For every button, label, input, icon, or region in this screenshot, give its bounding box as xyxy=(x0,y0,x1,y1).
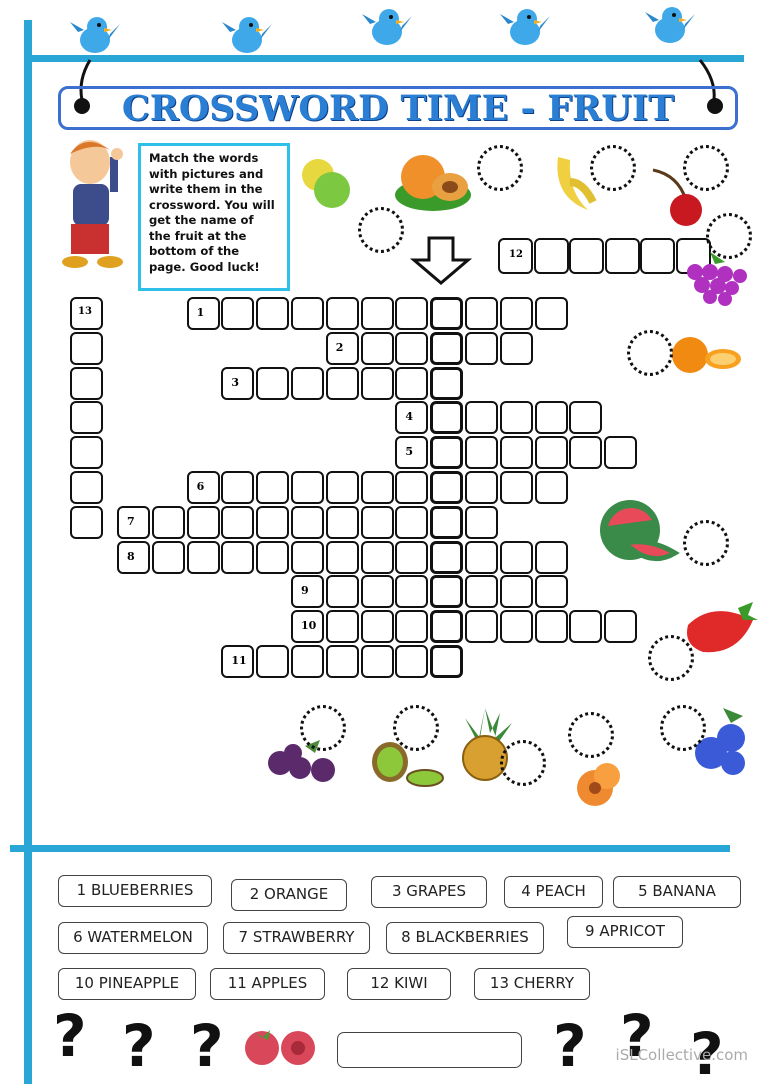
clue-number: 13 xyxy=(78,306,92,317)
crossword-cell[interactable] xyxy=(291,471,324,504)
question-mark: ? xyxy=(190,1012,224,1080)
crossword-cell[interactable] xyxy=(535,541,568,574)
crossword-cell[interactable] xyxy=(430,297,463,330)
crossword-cell[interactable] xyxy=(326,297,359,330)
crossword-cell[interactable] xyxy=(291,645,324,678)
crossword-cell[interactable] xyxy=(430,367,463,400)
crossword-cell[interactable] xyxy=(117,506,150,539)
crossword-cell[interactable] xyxy=(326,541,359,574)
crossword-cell[interactable] xyxy=(465,506,498,539)
crossword-cell[interactable] xyxy=(70,297,103,330)
crossword-cell[interactable] xyxy=(256,367,289,400)
word-bank-item: 1 BLUEBERRIES xyxy=(58,875,212,907)
clue-number: 4 xyxy=(405,410,414,424)
crossword-cell[interactable] xyxy=(221,367,254,400)
crossword-cell[interactable] xyxy=(465,436,498,469)
clue-number: 2 xyxy=(335,340,344,354)
crossword-cell[interactable] xyxy=(291,575,324,608)
crossword-cell[interactable] xyxy=(221,506,254,539)
crossword-cell[interactable] xyxy=(152,506,185,539)
watermark: iSLCollective.com xyxy=(615,1046,748,1064)
crossword-cell[interactable] xyxy=(326,506,359,539)
bird-image xyxy=(222,12,272,60)
crossword-cell[interactable] xyxy=(535,297,568,330)
crossword-cell[interactable] xyxy=(535,401,568,434)
clue-number: 12 xyxy=(509,249,523,260)
crossword-cell[interactable] xyxy=(500,332,533,365)
crossword-cell[interactable] xyxy=(70,367,103,400)
crossword-cell[interactable] xyxy=(395,297,428,330)
crossword-cell[interactable] xyxy=(569,436,602,469)
strawberry-image xyxy=(683,600,763,684)
crossword-cell[interactable] xyxy=(361,506,394,539)
crossword-cell[interactable] xyxy=(256,471,289,504)
crossword-cell[interactable] xyxy=(604,610,637,643)
crossword-cell[interactable] xyxy=(534,238,569,274)
bottom-divider-bar xyxy=(10,845,730,852)
picture-number-circle[interactable] xyxy=(477,145,523,191)
crossword-cell[interactable] xyxy=(70,332,103,365)
title-dot-left xyxy=(74,98,90,114)
picture-number-circle[interactable] xyxy=(627,330,673,376)
left-border-bar xyxy=(24,20,32,1084)
picture-number-circle[interactable] xyxy=(393,705,439,751)
crossword-cell[interactable] xyxy=(430,436,463,469)
picture-number-circle[interactable] xyxy=(706,213,752,259)
bird-image xyxy=(500,4,550,52)
crossword-cell[interactable] xyxy=(500,575,533,608)
title-dot-right xyxy=(707,98,723,114)
crossword-cell[interactable] xyxy=(465,401,498,434)
instructions-box xyxy=(138,143,290,291)
crossword-cell[interactable] xyxy=(500,610,533,643)
crossword-cell[interactable] xyxy=(221,297,254,330)
crossword-cell[interactable] xyxy=(361,332,394,365)
crossword-cell[interactable] xyxy=(535,436,568,469)
crossword-cell[interactable] xyxy=(326,332,359,365)
word-bank-item: 6 WATERMELON xyxy=(58,922,208,954)
grapes-image xyxy=(680,252,760,336)
clue-number: 9 xyxy=(301,584,309,598)
crossword-cell[interactable] xyxy=(465,471,498,504)
crossword-cell[interactable] xyxy=(187,506,220,539)
bird-image xyxy=(70,12,120,60)
picture-number-circle[interactable] xyxy=(568,712,614,758)
word-bank-item: 8 BLACKBERRIES xyxy=(386,922,544,954)
crossword-cell[interactable] xyxy=(326,471,359,504)
question-mark: ? xyxy=(122,1012,156,1080)
down-arrow-icon xyxy=(410,236,472,286)
clue-number: 1 xyxy=(196,306,205,319)
crossword-cell[interactable] xyxy=(361,541,394,574)
raspberry-image xyxy=(240,1024,320,1072)
crossword-cell[interactable] xyxy=(535,610,568,643)
crossword-cell[interactable] xyxy=(430,471,463,504)
crossword-cell[interactable] xyxy=(430,610,463,643)
crossword-cell[interactable] xyxy=(70,471,103,504)
crossword-cell[interactable] xyxy=(395,541,428,574)
crossword-cell[interactable] xyxy=(361,471,394,504)
crossword-cell[interactable] xyxy=(430,541,463,574)
word-bank-item: 3 GRAPES xyxy=(371,876,487,908)
crossword-cell[interactable] xyxy=(187,297,220,330)
word-bank-item: 2 ORANGE xyxy=(231,879,347,911)
crossword-cell[interactable] xyxy=(221,645,254,678)
peach-image xyxy=(395,145,475,229)
blackberries-image xyxy=(265,738,345,822)
crossword-cell[interactable] xyxy=(465,575,498,608)
question-mark: ? xyxy=(553,1012,587,1080)
crossword-cell[interactable] xyxy=(535,471,568,504)
word-bank-item: 5 BANANA xyxy=(613,876,741,908)
clue-number: 3 xyxy=(231,375,240,389)
word-bank-item: 12 KIWI xyxy=(347,968,451,1000)
instructions-text: Match the words with pictures and write them in the crossword. You will get the name of the fruit at the bottom of the page. Good luck! xyxy=(149,151,275,274)
crossword-cell[interactable] xyxy=(395,575,428,608)
picture-number-circle[interactable] xyxy=(358,207,404,253)
crossword-cell[interactable] xyxy=(70,436,103,469)
crossword-cell[interactable] xyxy=(221,541,254,574)
bird-image xyxy=(645,2,695,50)
question-mark: ? xyxy=(620,1002,654,1070)
crossword-cell[interactable] xyxy=(430,401,463,434)
crossword-cell[interactable] xyxy=(187,541,220,574)
watermelon-image xyxy=(600,498,680,582)
word-bank-item: 4 PEACH xyxy=(504,876,603,908)
crossword-cell[interactable] xyxy=(395,332,428,365)
crossword-cell[interactable] xyxy=(395,645,428,678)
crossword-cell[interactable] xyxy=(361,645,394,678)
crossword-cell[interactable] xyxy=(500,401,533,434)
crossword-cell[interactable] xyxy=(500,471,533,504)
kiwi-image xyxy=(370,740,450,824)
mystery-fruit-answer-input[interactable] xyxy=(337,1032,522,1068)
crossword-cell[interactable] xyxy=(430,645,463,678)
word-bank-item: 13 CHERRY xyxy=(474,968,590,1000)
word-bank-item: 9 APRICOT xyxy=(567,916,683,948)
picture-number-circle[interactable] xyxy=(590,145,636,191)
question-mark: ? xyxy=(690,1020,724,1084)
crossword-cell[interactable] xyxy=(604,436,637,469)
bird-image xyxy=(362,4,412,52)
crossword-cell[interactable] xyxy=(465,297,498,330)
picture-number-circle[interactable] xyxy=(683,145,729,191)
picture-number-circle[interactable] xyxy=(683,520,729,566)
crossword-cell[interactable] xyxy=(291,610,324,643)
crossword-cell[interactable] xyxy=(256,645,289,678)
crossword-cell[interactable] xyxy=(152,541,185,574)
crossword-cell[interactable] xyxy=(291,297,324,330)
crossword-cell[interactable] xyxy=(256,297,289,330)
crossword-cell[interactable] xyxy=(326,645,359,678)
picture-number-circle[interactable] xyxy=(660,705,706,751)
crossword-cell[interactable] xyxy=(326,575,359,608)
crossword-cell[interactable] xyxy=(395,471,428,504)
crossword-cell[interactable] xyxy=(395,506,428,539)
crossword-cell[interactable] xyxy=(500,297,533,330)
crossword-cell[interactable] xyxy=(395,401,428,434)
clue-number: 5 xyxy=(405,445,414,459)
word-bank-item: 10 PINEAPPLE xyxy=(58,968,196,1000)
picture-number-circle[interactable] xyxy=(648,635,694,681)
title-banner xyxy=(58,86,738,130)
clue-number: 7 xyxy=(127,514,135,528)
crossword-cell[interactable] xyxy=(361,575,394,608)
word-bank-item: 11 APPLES xyxy=(210,968,325,1000)
boy-illustration xyxy=(55,132,140,272)
crossword-cell[interactable] xyxy=(291,541,324,574)
crossword-cell[interactable] xyxy=(70,401,103,434)
orange-image xyxy=(668,335,748,419)
crossword-cell[interactable] xyxy=(535,575,568,608)
crossword-cell[interactable] xyxy=(291,367,324,400)
crossword-cell[interactable] xyxy=(569,610,602,643)
crossword-cell[interactable] xyxy=(361,610,394,643)
crossword-cell[interactable] xyxy=(291,506,324,539)
clue-number: 10 xyxy=(301,619,317,633)
crossword-cell[interactable] xyxy=(395,610,428,643)
crossword-cell[interactable] xyxy=(465,541,498,574)
page-title: CROSSWORD TIME - FRUIT xyxy=(121,88,675,129)
crossword-cell[interactable] xyxy=(430,332,463,365)
crossword-cell[interactable] xyxy=(605,238,640,274)
crossword-cell[interactable] xyxy=(430,506,463,539)
apricot-image xyxy=(575,760,655,844)
crossword-cell[interactable] xyxy=(256,541,289,574)
crossword-cell[interactable] xyxy=(395,436,428,469)
picture-number-circle[interactable] xyxy=(500,740,546,786)
crossword-cell[interactable] xyxy=(256,506,289,539)
crossword-cell[interactable] xyxy=(465,332,498,365)
crossword-cell[interactable] xyxy=(221,471,254,504)
clue-number: 6 xyxy=(196,480,205,493)
crossword-cell[interactable] xyxy=(500,436,533,469)
crossword-cell[interactable] xyxy=(117,541,150,574)
crossword-cell[interactable] xyxy=(395,367,428,400)
crossword-cell[interactable] xyxy=(465,610,498,643)
crossword-cell[interactable] xyxy=(361,297,394,330)
crossword-cell[interactable] xyxy=(430,575,463,608)
crossword-cell[interactable] xyxy=(498,238,533,274)
crossword-cell[interactable] xyxy=(326,610,359,643)
crossword-cell[interactable] xyxy=(569,238,604,274)
crossword-cell[interactable] xyxy=(187,471,220,504)
crossword-cell[interactable] xyxy=(361,367,394,400)
word-bank-item: 7 STRAWBERRY xyxy=(223,922,370,954)
crossword-cell[interactable] xyxy=(500,541,533,574)
picture-number-circle[interactable] xyxy=(300,705,346,751)
clue-number: 8 xyxy=(127,549,135,563)
clue-number: 11 xyxy=(231,654,247,667)
question-mark: ? xyxy=(53,1002,87,1070)
crossword-cell[interactable] xyxy=(569,401,602,434)
crossword-cell[interactable] xyxy=(326,367,359,400)
crossword-cell[interactable] xyxy=(70,506,103,539)
